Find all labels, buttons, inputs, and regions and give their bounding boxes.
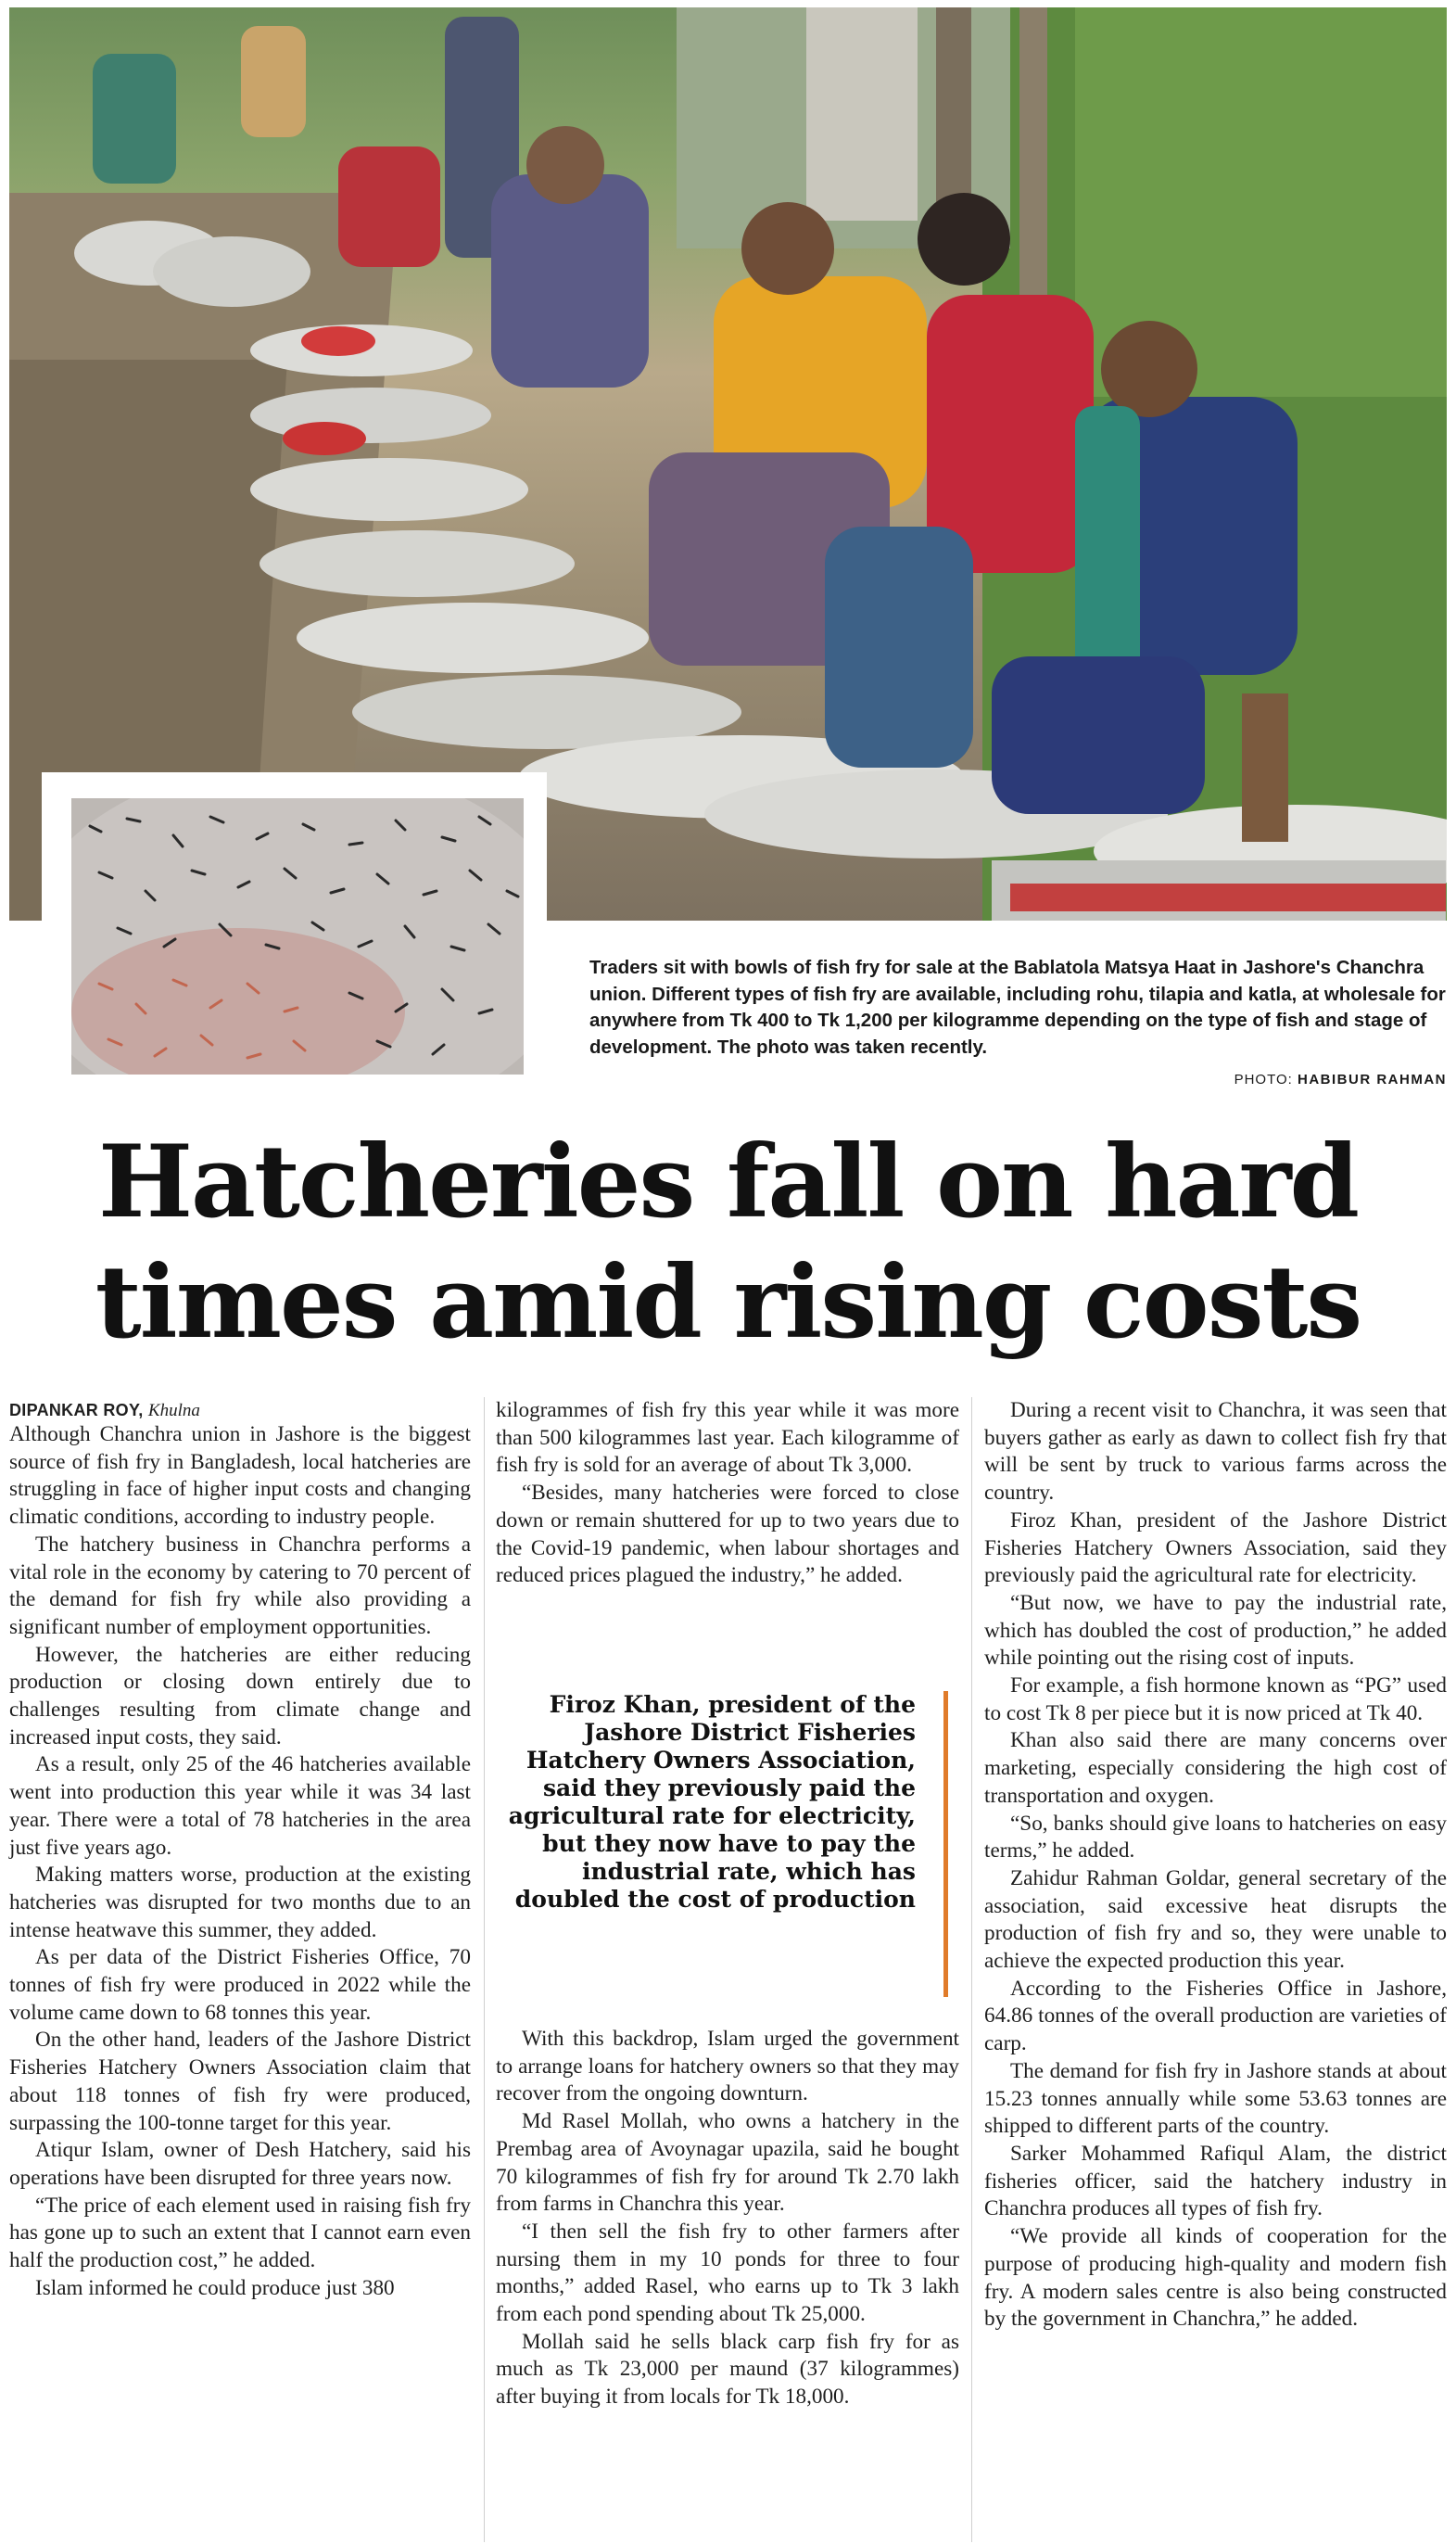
byline-location: Khulna bbox=[147, 1401, 200, 1420]
paragraph: Zahidur Rahman Goldar, general secretary of the association, said excessive heat disrupts the production of fish fry and so, they were unable to achieve the expected production this year. bbox=[984, 1865, 1447, 1974]
inset-photo-frame bbox=[42, 772, 547, 1097]
paragraph: kilogrammes of fish fry this year while it was more than 500 kilogrammes last year. Each kilogramme of fish fry is sold for an average of about Tk 3,000. bbox=[496, 1398, 959, 1478]
paragraph: “We provide all kinds of cooperation for the purpose of producing high-quality and modern fish fry. A modern sales centre is also being constructed by the government in Chanchra,” he added. bbox=[984, 2224, 1447, 2332]
headline-line-2: times amid rising costs bbox=[95, 1244, 1361, 1361]
paragraph: With this backdrop, Islam urged the government to arrange loans for hatchery owners so that they may recover from the ongoing downturn. bbox=[496, 2027, 959, 2106]
paragraph: Firoz Khan, president of the Jashore District Fisheries Hatchery Owners Association, said they previously paid the agricultural rate for electricity. bbox=[984, 1507, 1447, 1588]
paragraph: Making matters worse, production at the existing hatcheries was disrupted for two months due to an intense heatwave this summer, they added. bbox=[9, 1863, 471, 1942]
byline bbox=[9, 1400, 471, 1421]
pull-quote-accent-bar bbox=[943, 1691, 948, 1997]
fish-fry-illustration bbox=[71, 798, 524, 1075]
paragraph: Although Chanchra union in Jashore is the biggest source of fish fry in Bangladesh, local hatcheries are struggling in face of higher input costs and changing climatic conditions, according to industry people. bbox=[9, 1422, 471, 1530]
paragraph: As per data of the District Fisheries Office, 70 tonnes of fish fry were produced in 2022 while the volume came down to 68 tonnes this year. bbox=[9, 1945, 471, 2025]
photo-credit-name: HABIBUR RAHMAN bbox=[1298, 1072, 1447, 1088]
paragraph: The hatchery business in Chanchra performs a vital role in the economy by catering to 70 percent of the demand for fish fry while also providing a significant number of employment opportunities. bbox=[9, 1532, 471, 1639]
headline-line-1: Hatcheries fall on hard bbox=[97, 1124, 1359, 1240]
fish-fry-bowl-photo bbox=[71, 798, 524, 1075]
paragraph: Sarker Mohammed Rafiqul Alam, the district fisheries officer, said the hatchery industry in Chanchra produces all types of fish fry. bbox=[984, 2141, 1447, 2221]
photo-caption: Traders sit with bowls of fish fry for sale at the Bablatola Matsya Haat in Jashore's Chanchra union. Different types of fish fry are available, including rohu, tilapia and katla, at wholesale for anywhere from Tk 400 to Tk 1,200 per kilogramme depending on the type of fish and stage of development. The photo was taken recently. bbox=[589, 957, 1446, 1058]
paragraph: According to the Fisheries Office in Jashore, 64.86 tonnes of the overall production are varieties of carp. bbox=[984, 1976, 1447, 2056]
paragraph: “Besides, many hatcheries were forced to close down or remain shuttered for up to two years due to the Covid-19 pandemic, when labour shortages and reduced prices plagued the industry,” he added. bbox=[496, 1481, 959, 1588]
photo-credit-label: PHOTO: bbox=[1234, 1072, 1293, 1088]
paragraph: “I then sell the fish fry to other farmers after nursing them in my 10 ponds for three to four months,” added Rasel, who earns up to Tk 3 lakh from each pond spending about Tk 25,000. bbox=[496, 2219, 959, 2327]
paragraph: Atiqur Islam, owner of Desh Hatchery, said his operations have been disrupted for three years now. bbox=[9, 2138, 471, 2190]
paragraph: Islam informed he could produce just 380 bbox=[35, 2275, 395, 2300]
article-column-3 bbox=[984, 1397, 1447, 2334]
paragraph: “The price of each element used in raising fish fry has gone up to such an extent that I cannot earn even half the production cost,” he added. bbox=[9, 2193, 471, 2273]
article-column-2-bottom bbox=[496, 2026, 959, 2411]
article-column-1 bbox=[9, 1400, 471, 2303]
paragraph: However, the hatcheries are either reducing production or closing down entirely due to challenges resulting from climate change and increased input costs, they said. bbox=[9, 1642, 471, 1749]
paragraph: On the other hand, leaders of the Jashore District Fisheries Hatchery Owners Association claim that about 118 tonnes of fish fry were produced, surpassing the 100-tonne target for this year. bbox=[9, 2028, 471, 2135]
paragraph: As a result, only 25 of the 46 hatcheries available went into production this year while it was 34 last year. There were a total of 78 hatcheries in the area just five years ago. bbox=[9, 1752, 471, 1860]
paragraph: For example, a fish hormone known as “PG” used to cost Tk 8 per piece but it is now priced at Tk 40. bbox=[984, 1673, 1447, 1725]
headline bbox=[0, 1122, 1456, 1363]
paragraph: During a recent visit to Chanchra, it was seen that buyers gather as early as dawn to collect fish fry that will be sent by truck to various farms across the country. bbox=[984, 1398, 1447, 1506]
article-column-2-top bbox=[496, 1397, 959, 1590]
column-divider bbox=[971, 1397, 972, 2542]
paragraph: Md Rasel Mollah, who owns a hatchery in the Prembag area of Avoynagar upazila, said he bought 70 kilogrammes of fish fry for around Tk 2.70 lakh from farms in Chanchra this year. bbox=[496, 2109, 959, 2217]
paragraph: Mollah said he sells black carp fish fry for as much as Tk 23,000 per maund (37 kilogrammes) after buying it from locals for Tk 18,000. bbox=[496, 2329, 959, 2410]
column-divider bbox=[484, 1397, 485, 2542]
paragraph: “So, banks should give loans to hatcheries on easy terms,” he added. bbox=[984, 1811, 1447, 1863]
paragraph: “But now, we have to pay the industrial rate, which has doubled the cost of production,” he added while pointing out the rising cost of inputs. bbox=[984, 1590, 1447, 1671]
paragraph: Khan also said there are many concerns over marketing, especially considering the high cost of transportation and oxygen. bbox=[984, 1728, 1447, 1808]
paragraph: The demand for fish fry in Jashore stands at about 15.23 tonnes annually while some 53.63 tonnes are shipped to different parts of the country. bbox=[984, 2058, 1447, 2139]
pull-quote: Firoz Khan, president of the Jashore District Fisheries Hatchery Owners Association, said they previously paid the agricultural rate for electricity, but they now have to pay the industrial rate, which has doubled the cost of production bbox=[508, 1691, 916, 1913]
byline-author: DIPANKAR ROY, bbox=[9, 1401, 144, 1419]
photo-credit bbox=[1234, 1072, 1447, 1088]
